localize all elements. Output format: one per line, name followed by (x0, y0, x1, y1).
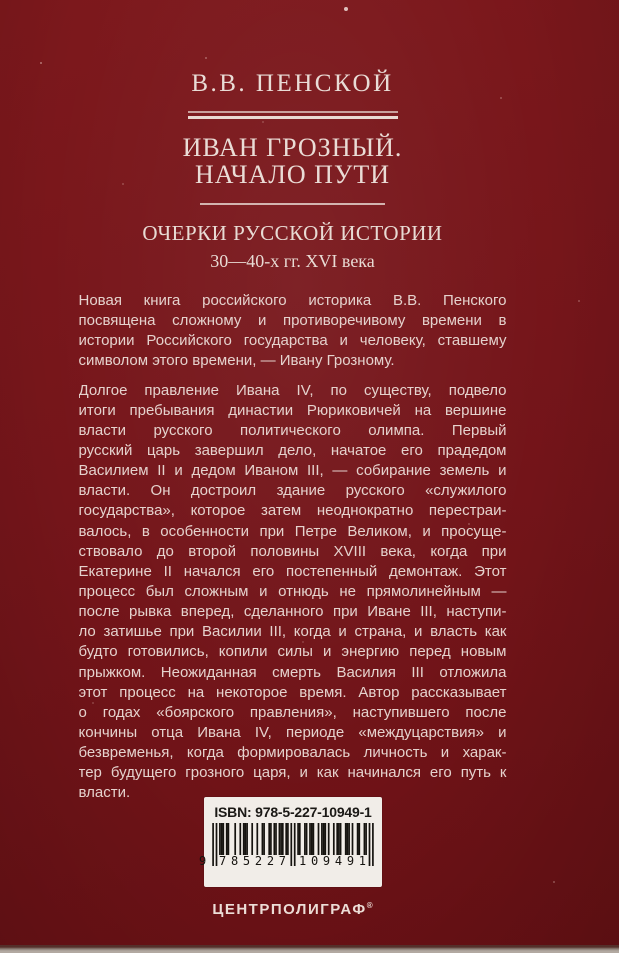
text-line: символом этого времени, — Ивану Грозному. (78, 352, 395, 370)
text-line: посвящена сложному и противоречивому времени в (78, 312, 507, 330)
text-line: будто готовились, копили силы и энергию перед новым (78, 643, 507, 661)
text-line: валось, в особенности при Петре Великом, и просуще- (78, 522, 507, 540)
text-line: Долгое правление Ивана IV, по существу, подвело (78, 381, 507, 399)
book-title-line-1: ИВАН ГРОЗНЫЙ. (182, 133, 403, 162)
text-line: ло затишье при Василии III, когда и страна, и власть как (78, 623, 507, 641)
book-title-line-2: НАЧАЛО ПУТИ (194, 160, 391, 189)
text-line: Василием II и дедом Иваном III, — собирание земель и (78, 462, 507, 480)
ean13-barcode (199, 823, 374, 868)
registered-trademark-icon: ® (366, 901, 373, 910)
text-line: власти русского политического олимпа. Первый (78, 421, 507, 439)
double-rule-bottom-line (188, 116, 398, 119)
barcode-digits-right-group: 1 0 9 4 9 1 (299, 854, 366, 868)
text-line: государства», которое затем неоднократно перестраи- (78, 502, 507, 520)
single-rule (200, 203, 385, 205)
text-line: русский царь завершил дело, начатое его прадедом (78, 441, 507, 459)
publisher-name: ЦЕНТРПОЛИГРАФ (212, 901, 367, 918)
text-line: истории Российского государства и человеку, ставшему (78, 332, 507, 350)
double-rule (188, 111, 398, 119)
text-line: процесс был сложным и отнюдь не прямолинейным — (78, 582, 507, 600)
text-line: итоги пребывания династии Рюриковичей на вершине (78, 401, 507, 419)
annotation-paragraph-2 (79, 382, 507, 805)
series-title-line-2: 30—40-х гг. XVI века (210, 251, 375, 271)
barcode-digits-left-group: 7 8 5 2 2 7 (219, 854, 286, 868)
text-line: тер будущего грозного царя, и как начинался его путь к (78, 764, 507, 782)
text-line: Екатерине II начался его постепенный демонтаж. Этот (78, 562, 507, 580)
page-edge-strip (0, 945, 619, 953)
text-line: этот процесс на некоторое время. Автор рассказывает (78, 683, 507, 701)
cover-content-column (0, 70, 585, 805)
text-line: после рывка вперед, сделанного при Иване III, наступи- (78, 603, 507, 621)
book-title (0, 134, 585, 188)
annotation-paragraph-1 (79, 292, 507, 373)
author-name: В.В. ПЕНСКОЙ (191, 70, 394, 97)
text-line: безвременья, когда формировалась личность и харак- (78, 744, 507, 762)
text-line: кончины отца Ивана IV, периоде «междуцарствия» и (78, 723, 507, 741)
annotation (79, 292, 507, 805)
text-line: Новая книга российского историка В.В. Пенского (78, 292, 507, 309)
isbn-number: ISBN: 978-5-227-10949-1 (214, 804, 372, 820)
barcode-digit-lead: 9 (199, 854, 207, 868)
publisher-logo (0, 901, 585, 918)
series-title (0, 221, 585, 272)
text-line: власти. (78, 784, 131, 802)
series-title-line-1: ОЧЕРКИ РУССКОЙ ИСТОРИИ (142, 221, 443, 245)
text-line: власти. Он достроил здание русского «служилого (78, 482, 507, 500)
text-line: прыжком. Неожиданная смерть Василия III отложила (78, 663, 507, 681)
text-line: ствовало до второй половины XVIII века, когда при (78, 542, 507, 560)
isbn-barcode-label (199, 797, 382, 887)
text-line: о годах «боярского правления», наступившего после (78, 703, 507, 721)
